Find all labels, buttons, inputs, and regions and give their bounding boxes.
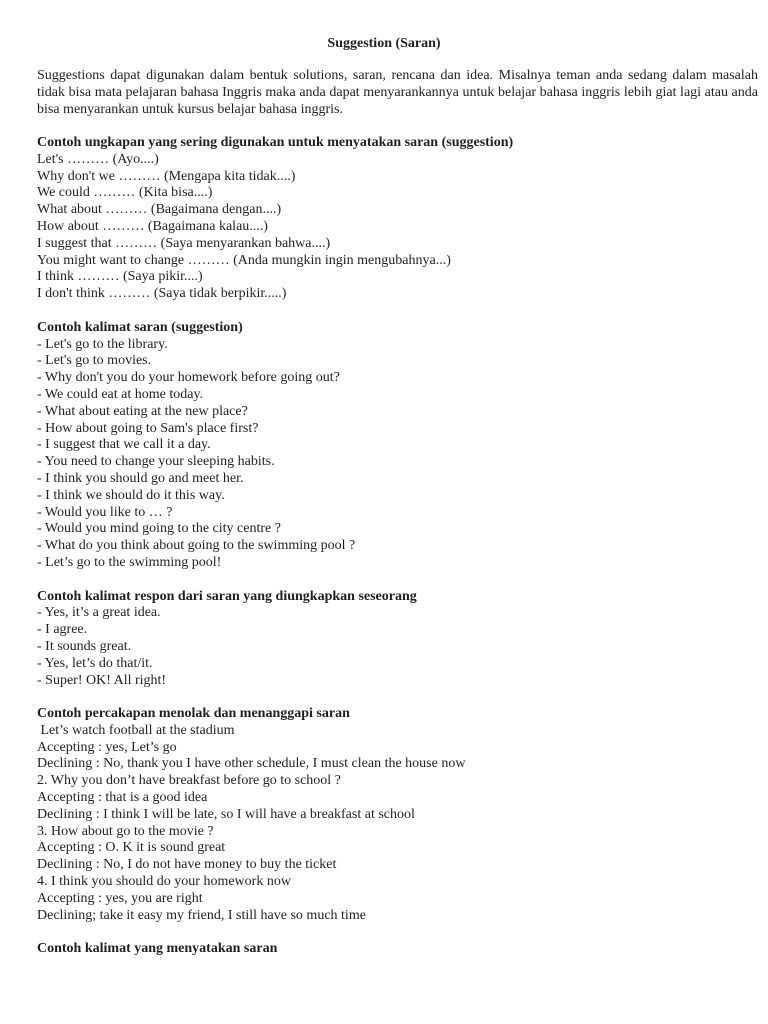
list-item: - You need to change your sleeping habits.	[37, 454, 275, 470]
list-item: I think ……… (Saya pikir....)	[37, 269, 203, 285]
list-item: Declining : No, I do not have money to buy the ticket	[37, 857, 337, 873]
list-item: - It sounds great.	[37, 638, 132, 654]
spacer	[37, 572, 758, 589]
section-heading-conversations: Contoh percakapan menolak dan menanggapi saran	[37, 706, 350, 722]
list-item: - Why don't you do your homework before going out?	[37, 370, 340, 386]
list-item: - I think we should do it this way.	[37, 487, 225, 503]
list-item: Let’s watch football at the stadium	[37, 722, 235, 738]
list-item: I suggest that ……… (Saya menyarankan bahwa....)	[37, 235, 331, 251]
list-item: - What do you think about going to the swimming pool ?	[37, 538, 356, 554]
list-item: Why don't we ……… (Mengapa kita tidak....)	[37, 168, 296, 184]
list-item: You might want to change ……… (Anda mungkin ingin mengubahnya...)	[37, 252, 451, 268]
list-item: Accepting : yes, Let’s go	[37, 739, 177, 755]
list-item: Accepting : yes, you are right	[37, 890, 203, 906]
section-heading-examples: Contoh kalimat saran (suggestion)	[37, 319, 243, 335]
list-item: Declining : No, thank you I have other schedule, I must clean the house now	[37, 756, 466, 772]
list-item: - Let’s go to the swimming pool!	[37, 554, 222, 570]
list-item: - I think you should go and meet her.	[37, 470, 244, 486]
list-item: What about ……… (Bagaimana dengan....)	[37, 202, 282, 218]
page-title: Suggestion (Saran)	[327, 36, 441, 51]
list-item: - Yes, it’s a great idea.	[37, 605, 161, 621]
expression-list	[37, 152, 758, 303]
list-item: - Yes, let’s do that/it.	[37, 655, 153, 671]
list-item: I don't think ……… (Saya tidak berpikir.....)	[37, 286, 287, 302]
section-heading-expressions: Contoh ungkapan yang sering digunakan untuk menyatakan saran (suggestion)	[37, 135, 514, 150]
section-heading-suggestion-sentences: Contoh kalimat yang menyatakan saran	[37, 941, 278, 957]
list-item: 3. How about go to the movie ?	[37, 823, 214, 839]
list-item: - What about eating at the new place?	[37, 403, 248, 419]
list-item: We could ……… (Kita bisa....)	[37, 185, 213, 201]
list-item: - I agree.	[37, 622, 88, 638]
list-item: - I suggest that we call it a day.	[37, 437, 211, 453]
list-item: Let's ……… (Ayo....)	[37, 151, 159, 167]
list-item: 2. Why you don’t have breakfast before go to school ?	[37, 773, 341, 789]
spacer	[37, 689, 758, 706]
list-item: Accepting : O. K it is sound great	[37, 840, 226, 856]
list-item: 4. I think you should do your homework now	[37, 874, 291, 890]
list-item: - Let's go to the library.	[37, 336, 168, 352]
list-item: How about ……… (Bagaimana kalau....)	[37, 218, 268, 234]
list-item: - How about going to Sam's place first?	[37, 420, 259, 436]
list-item: - Let's go to movies.	[37, 353, 152, 369]
list-item: - Would you like to … ?	[37, 504, 173, 520]
spacer	[37, 303, 758, 320]
spacer	[37, 924, 758, 941]
intro-paragraph: Suggestions dapat digunakan dalam bentuk solutions, saran, rencana dan idea. Misalnya teman anda sedang dalam masalah tidak bisa mata pelajaran bahasa Inggris maka anda dapat menyarankannya untuk belajar bahasa inggris lebih giat lagi atau anda bisa menyarankan untuk kursus belajar bahasa inggris.	[37, 68, 758, 117]
list-item: Declining; take it easy my friend, I still have so much time	[37, 907, 366, 923]
list-item: - Would you mind going to the city centre ?	[37, 521, 281, 537]
document-body	[37, 135, 758, 958]
list-item: Accepting : that is a good idea	[37, 790, 208, 806]
conversation-list	[37, 723, 758, 925]
section-heading-responses: Contoh kalimat respon dari saran yang diungkapkan seseorang	[37, 588, 417, 604]
example-list	[37, 337, 758, 572]
list-item: Declining : I think I will be late, so I will have a breakfast at school	[37, 806, 415, 822]
response-list	[37, 605, 758, 689]
list-item: - We could eat at home today.	[37, 386, 204, 402]
list-item: - Super! OK! All right!	[37, 672, 167, 688]
